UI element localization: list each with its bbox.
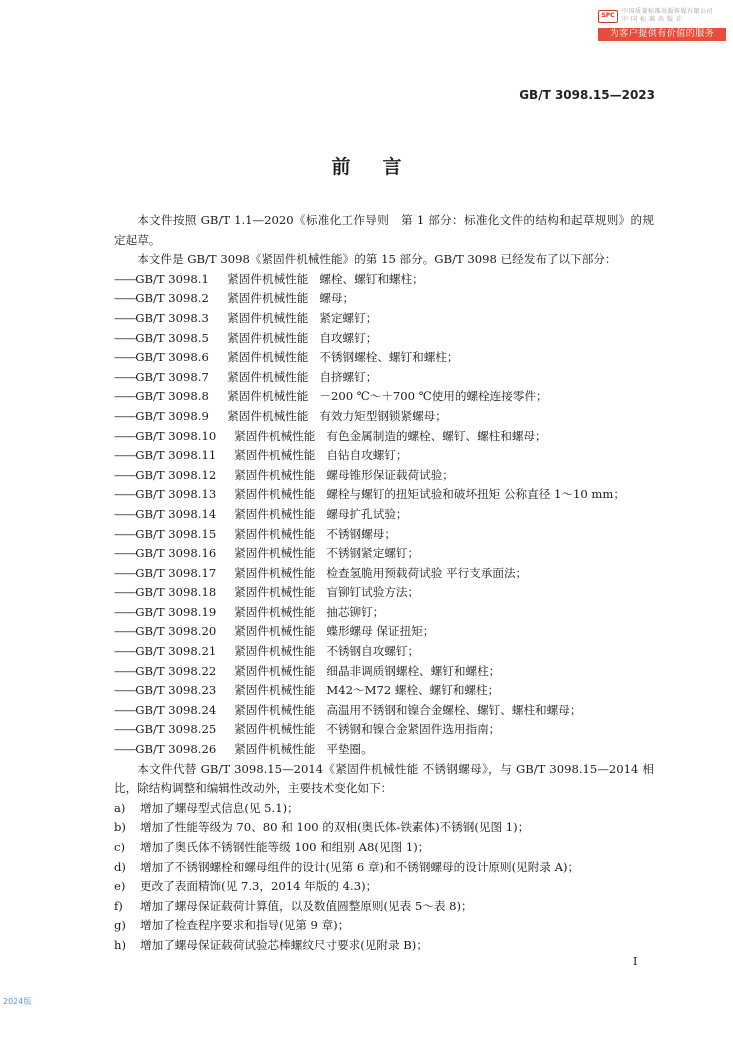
publisher-row <box>598 8 726 24</box>
list-item <box>114 622 654 642</box>
publisher-names <box>622 8 713 24</box>
list-item <box>114 642 654 662</box>
parts-list <box>114 270 654 760</box>
part-description: 细晶非调质钢螺栓、螺钉和螺柱； <box>326 663 501 678</box>
part-code: GB/T 3098.2 <box>135 291 209 306</box>
part-description: 有效力矩型钢锁紧螺母； <box>319 408 447 423</box>
part-description: 不锈钢螺母； <box>326 526 396 541</box>
part-name: 紧固件机械性能 <box>234 565 316 580</box>
part-description: 螺母； <box>319 291 355 306</box>
list-item <box>114 446 654 466</box>
part-name: 紧固件机械性能 <box>234 487 316 502</box>
change-text: 更改了表面精饰(见 7.3，2014 年版的 4.3)； <box>140 879 378 894</box>
part-name: 紧固件机械性能 <box>227 271 309 286</box>
list-dash: —— <box>114 683 136 698</box>
part-code: GB/T 3098.9 <box>135 408 209 423</box>
drafting-paragraph: 本文件按照 GB/T 1.1—2020《标准化工作导则 第 1 部分：标准化文件的结构和起草规则》的规定起草。 <box>114 213 654 247</box>
list-dash: —— <box>114 487 136 502</box>
publisher-company-name: 中国质量标准出版传媒有限公司 <box>622 8 714 15</box>
part-name: 紧固件机械性能 <box>227 291 309 306</box>
list-item <box>114 348 654 368</box>
part-code: GB/T 3098.20 <box>135 624 217 639</box>
list-item <box>114 701 654 721</box>
list-item <box>114 544 654 564</box>
part-code: GB/T 3098.25 <box>135 722 217 737</box>
list-dash: —— <box>114 310 136 325</box>
list-dash: —— <box>114 291 136 306</box>
list-dash: —— <box>114 644 136 659</box>
list-item <box>114 740 654 760</box>
changes-list <box>114 799 654 956</box>
part-name: 紧固件机械性能 <box>234 526 316 541</box>
change-label: c) <box>114 840 126 854</box>
part-code: GB/T 3098.24 <box>135 702 217 717</box>
change-item <box>114 877 654 897</box>
change-text: 增加了检查程序要求和指导(见第 9 章)； <box>140 918 350 933</box>
part-code: GB/T 3098.13 <box>135 487 217 502</box>
part-name: 紧固件机械性能 <box>234 604 316 619</box>
part-code: GB/T 3098.16 <box>135 546 217 561</box>
change-text: 增加了螺母型式信息(见 5.1)； <box>140 800 299 815</box>
part-code: GB/T 3098.15 <box>135 526 217 541</box>
part-description: 抽芯铆钉； <box>326 604 385 619</box>
part-description: 螺栓、螺钉和螺柱； <box>319 271 424 286</box>
change-label: b) <box>114 820 126 835</box>
part-description: 不锈钢和镍合金紧固件选用指南； <box>326 722 501 737</box>
part-code: GB/T 3098.18 <box>135 585 217 600</box>
part-name: 紧固件机械性能 <box>227 330 309 345</box>
list-dash: —— <box>114 722 136 737</box>
list-dash: —— <box>114 663 136 678</box>
part-code: GB/T 3098.7 <box>135 369 209 384</box>
part-name: 紧固件机械性能 <box>234 702 316 717</box>
part-name: 紧固件机械性能 <box>234 644 316 659</box>
list-dash: —— <box>114 702 136 717</box>
list-dash: —— <box>114 271 136 286</box>
document-body <box>114 211 654 956</box>
part-name: 紧固件机械性能 <box>227 350 309 365</box>
part-code: GB/T 3098.22 <box>135 663 217 678</box>
list-item <box>114 427 654 447</box>
change-text: 增加了性能等级为 70、80 和 100 的双相(奥氏体-铁素体)不锈钢(见图 1)； <box>140 820 530 835</box>
part-code: GB/T 3098.1 <box>135 271 209 286</box>
change-item <box>114 916 654 936</box>
list-item <box>114 485 654 505</box>
part-description: 自攻螺钉； <box>319 330 378 345</box>
part-code: GB/T 3098.8 <box>135 389 209 404</box>
list-dash: —— <box>114 546 136 561</box>
list-dash: —— <box>114 448 136 463</box>
series-paragraph: 本文件是 GB/T 3098《紧固件机械性能》的第 15 部分。GB/T 3098 已经发布了以下部分： <box>137 252 617 267</box>
part-description: 紧定螺钉； <box>319 310 378 325</box>
part-code: GB/T 3098.10 <box>135 428 217 443</box>
part-description: 蝶形螺母 保证扭矩； <box>326 624 435 639</box>
list-item <box>114 603 654 623</box>
change-item <box>114 897 654 917</box>
list-item <box>114 681 654 701</box>
part-description: 螺栓与螺钉的扭矩试验和破坏扭矩 公称直径 1～10 mm； <box>326 487 626 502</box>
list-item <box>114 505 654 525</box>
change-item <box>114 838 654 858</box>
change-text: 增加了奥氏体不锈钢性能等级 100 和组别 A8(见图 1)； <box>140 840 430 854</box>
part-code: GB/T 3098.23 <box>135 683 217 698</box>
part-name: 紧固件机械性能 <box>227 389 309 404</box>
list-item <box>114 466 654 486</box>
part-code: GB/T 3098.11 <box>135 448 217 463</box>
part-description: 螺母锥形保证载荷试验； <box>326 467 454 482</box>
change-label: f) <box>114 898 123 913</box>
change-item <box>114 799 654 819</box>
part-name: 紧固件机械性能 <box>234 428 316 443</box>
part-description: 自挤螺钉； <box>319 369 378 384</box>
part-description: 盲铆钉试验方法； <box>326 585 420 600</box>
part-name: 紧固件机械性能 <box>234 722 316 737</box>
list-item <box>114 407 654 427</box>
part-name: 紧固件机械性能 <box>234 546 316 561</box>
part-code: GB/T 3098.3 <box>135 310 209 325</box>
publisher-logo-icon <box>598 10 618 23</box>
change-item <box>114 858 654 878</box>
change-text: 增加了不锈钢螺栓和螺母组件的设计(见第 6 章)和不锈钢螺母的设计原则(见附录 A)； <box>140 859 580 874</box>
part-description: 不锈钢自攻螺钉； <box>326 644 420 659</box>
standard-number: GB/T 3098.15—2023 <box>519 88 655 102</box>
list-dash: —— <box>114 350 136 365</box>
list-dash: —— <box>114 585 136 600</box>
part-name: 紧固件机械性能 <box>227 310 309 325</box>
list-dash: —— <box>114 506 136 521</box>
part-code: GB/T 3098.19 <box>135 604 217 619</box>
replacement-paragraph: 本文件代替 GB/T 3098.15—2014《紧固件机械性能 不锈钢螺母》，与 GB/T 3098.15—2014 相比，除结构调整和编辑性改动外，主要技术变化如下： <box>114 761 654 796</box>
publisher-header <box>598 8 726 41</box>
part-name: 紧固件机械性能 <box>234 742 316 757</box>
publisher-press-name: 中国标准出版社 <box>622 16 686 23</box>
page-number: I <box>633 955 638 968</box>
list-item <box>114 368 654 388</box>
part-name: 紧固件机械性能 <box>234 448 316 463</box>
part-code: GB/T 3098.17 <box>135 565 217 580</box>
part-name: 紧固件机械性能 <box>234 624 316 639</box>
change-text: 增加了螺母保证载荷计算值，以及数值圆整原则(见表 5～表 8)； <box>140 898 473 913</box>
list-dash: —— <box>114 408 136 423</box>
part-name: 紧固件机械性能 <box>227 369 309 384</box>
list-dash: —— <box>114 742 136 757</box>
change-item <box>114 936 654 956</box>
part-code: GB/T 3098.26 <box>135 742 217 757</box>
part-description: 不锈钢螺栓、螺钉和螺柱； <box>319 350 459 365</box>
list-dash: —— <box>114 565 136 580</box>
list-item <box>114 662 654 682</box>
change-text: 增加了螺母保证载荷试验芯棒螺纹尺寸要求(见附录 B)； <box>140 937 428 952</box>
part-name: 紧固件机械性能 <box>234 467 316 482</box>
part-description: 平垫圈。 <box>326 742 373 757</box>
list-item <box>114 720 654 740</box>
page-title: 前言 <box>331 156 434 178</box>
change-label: h) <box>114 937 126 952</box>
publisher-slogan: 为客户提供有价值的服务 <box>598 28 726 41</box>
part-description: 检查氢脆用预载荷试验 平行支承面法； <box>326 565 528 580</box>
part-description: －200 ℃～＋700 ℃使用的螺栓连接零件； <box>319 389 548 404</box>
list-item <box>114 289 654 309</box>
list-dash: —— <box>114 526 136 541</box>
part-name: 紧固件机械性能 <box>227 408 309 423</box>
list-dash: —— <box>114 369 136 384</box>
part-name: 紧固件机械性能 <box>234 585 316 600</box>
part-code: GB/T 3098.14 <box>135 506 217 521</box>
change-item <box>114 818 654 838</box>
list-dash: —— <box>114 467 136 482</box>
part-description: M42～M72 螺栓、螺钉和螺柱； <box>326 683 500 698</box>
part-description: 螺母扩孔试验； <box>326 506 408 521</box>
publisher-logo-text: SPC <box>601 12 615 19</box>
list-dash: —— <box>114 624 136 639</box>
list-dash: —— <box>114 330 136 345</box>
part-code: GB/T 3098.5 <box>135 330 209 345</box>
part-name: 紧固件机械性能 <box>234 506 316 521</box>
part-name: 紧固件机械性能 <box>234 663 316 678</box>
part-description: 有色金属制造的螺栓、螺钉、螺柱和螺母； <box>326 428 547 443</box>
part-name: 紧固件机械性能 <box>234 683 316 698</box>
list-item <box>114 387 654 407</box>
part-code: GB/T 3098.21 <box>135 644 217 659</box>
part-code: GB/T 3098.6 <box>135 350 209 365</box>
part-description: 自钻自攻螺钉； <box>326 448 408 463</box>
list-item <box>114 583 654 603</box>
change-label: e) <box>114 879 126 894</box>
change-label: d) <box>114 859 126 874</box>
list-item <box>114 329 654 349</box>
part-description: 不锈钢紧定螺钉； <box>326 546 420 561</box>
list-dash: —— <box>114 428 136 443</box>
list-dash: —— <box>114 604 136 619</box>
list-item <box>114 525 654 545</box>
change-label: a) <box>114 800 126 815</box>
change-label: g) <box>114 918 126 933</box>
list-item <box>114 564 654 584</box>
part-code: GB/T 3098.12 <box>135 467 217 482</box>
list-dash: —— <box>114 389 136 404</box>
list-item <box>114 309 654 329</box>
part-description: 高温用不锈钢和镍合金螺栓、螺钉、螺柱和螺母； <box>326 702 582 717</box>
list-item <box>114 270 654 290</box>
corner-mark: 2024版 <box>3 997 32 1006</box>
